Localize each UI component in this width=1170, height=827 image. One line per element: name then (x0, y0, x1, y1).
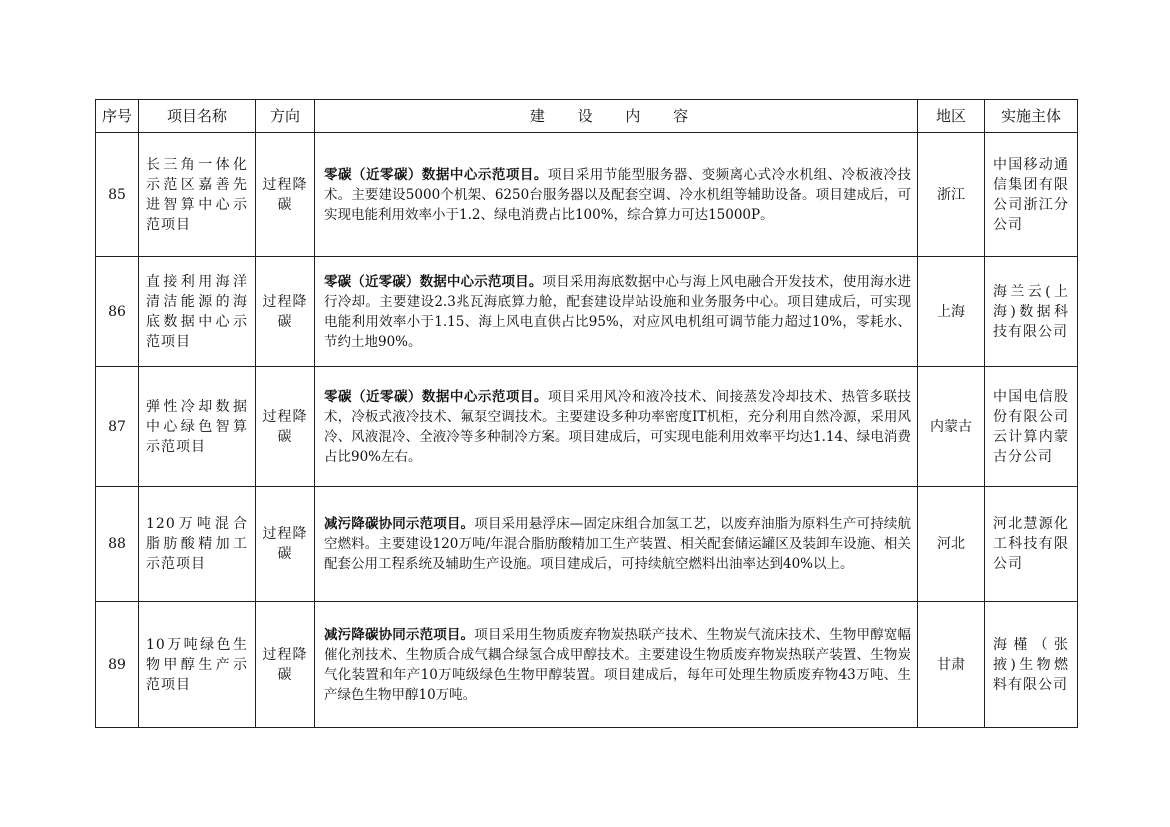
table-row (96, 367, 1078, 487)
row-direction: 过程降碳 (256, 257, 315, 367)
header-name: 项目名称 (139, 100, 256, 133)
row-project-name: 120万吨混合脂肪酸精加工示范项目 (139, 487, 256, 602)
row-seq: 85 (96, 133, 139, 257)
row-seq: 86 (96, 257, 139, 367)
table-header-row (96, 100, 1078, 133)
row-org: 中国电信股份有限公司云计算内蒙古分公司 (985, 367, 1078, 487)
table-row (96, 602, 1078, 728)
row-project-name: 长三角一体化示范区嘉善先进智算中心示范项目 (139, 133, 256, 257)
header-region: 地区 (918, 100, 985, 133)
row-seq: 87 (96, 367, 139, 487)
row-project-name: 弹性冷却数据中心绿色智算示范项目 (139, 367, 256, 487)
row-content-body: 项目采用海底数据中心与海上风电融合开发技术，使用海水进行冷却。主要建设2.3兆瓦海底算力舱，配套建设岸站设施和业务服务中心。项目建成后，可实现电能利用效率小于1.15、海上风电直供占比95%，对应风电机组可调节能力超过10%，零耗水、节约土地90%。 (324, 273, 912, 350)
header-direction: 方向 (256, 100, 315, 133)
row-content-body: 项目采用节能型服务器、变频离心式冷水机组、冷板液冷技术。主要建设5000个机架、6250台服务器以及配套空调、冷水机组等辅助设备。项目建成后，可实现电能利用效率小于1.2、绿电消费占比100%，综合算力可达15000P。 (324, 166, 912, 223)
table-row (96, 487, 1078, 602)
row-org: 河北慧源化工科技有限公司 (985, 487, 1078, 602)
row-org: 海兰云(上海)数据科技有限公司 (985, 257, 1078, 367)
row-project-name: 直接利用海洋清洁能源的海底数据中心示范项目 (139, 257, 256, 367)
table-row (96, 133, 1078, 257)
table-row (96, 257, 1078, 367)
row-direction: 过程降碳 (256, 602, 315, 728)
row-content-tag: 零碳（近零碳）数据中心示范项目。 (324, 273, 543, 290)
header-content: 建 设 内 容 (315, 100, 918, 133)
row-org: 海槿（张掖)生物燃料有限公司 (985, 602, 1078, 728)
row-region: 河北 (918, 487, 985, 602)
row-content (315, 367, 918, 487)
row-region: 上海 (918, 257, 985, 367)
header-org: 实施主体 (985, 100, 1078, 133)
row-content (315, 257, 918, 367)
row-direction: 过程降碳 (256, 133, 315, 257)
header-seq: 序号 (96, 100, 139, 133)
row-content-tag: 零碳（近零碳）数据中心示范项目。 (324, 388, 548, 405)
row-project-name: 10万吨绿色生物甲醇生产示范项目 (139, 602, 256, 728)
row-region: 甘肃 (918, 602, 985, 728)
row-content-tag: 减污降碳协同示范项目。 (324, 626, 475, 643)
row-content-tag: 零碳（近零碳）数据中心示范项目。 (324, 166, 548, 183)
project-table (95, 99, 1078, 728)
row-content-tag: 减污降碳协同示范项目。 (324, 516, 475, 532)
row-direction: 过程降碳 (256, 367, 315, 487)
row-content (315, 602, 918, 728)
row-content-body: 项目采用悬浮床—固定床组合加氢工艺，以废弃油脂为原料生产可持续航空燃料。主要建设120万吨/年混合脂肪酸精加工生产装置、相关配套储运罐区及装卸车设施、相关配套公用工程系统及辅助生产设施。项目建成后，可持续航空燃料出油率达到40%以上。 (324, 516, 911, 572)
row-content (315, 487, 918, 602)
row-region: 内蒙古 (918, 367, 985, 487)
row-seq: 88 (96, 487, 139, 602)
row-content-body: 项目采用生物质废弃物炭热联产技术、生物炭气流床技术、生物甲醇宽幅催化剂技术、生物质合成气耦合绿氢合成甲醇技术。主要建设生物质废弃物炭热联产装置、生物炭气化装置和年产10万吨级绿色生物甲醇装置。项目建成后，每年可处理生物质废弃物43万吨、生产绿色生物甲醇10万吨。 (324, 626, 911, 703)
row-direction: 过程降碳 (256, 487, 315, 602)
row-region: 浙江 (918, 133, 985, 257)
row-content (315, 133, 918, 257)
row-org: 中国移动通信集团有限公司浙江分公司 (985, 133, 1078, 257)
row-seq: 89 (96, 602, 139, 728)
row-content-body: 项目采用风冷和液冷技术、间接蒸发冷却技术、热管多联技术，冷板式液冷技术、氟泵空调技术。主要建设多种功率密度IT机柜，充分利用自然冷源，采用风冷、风液混冷、全液冷等多种制冷方案。项目建成后，可实现电能利用效率平均达1.14、绿电消费占比90%左右。 (324, 388, 912, 465)
